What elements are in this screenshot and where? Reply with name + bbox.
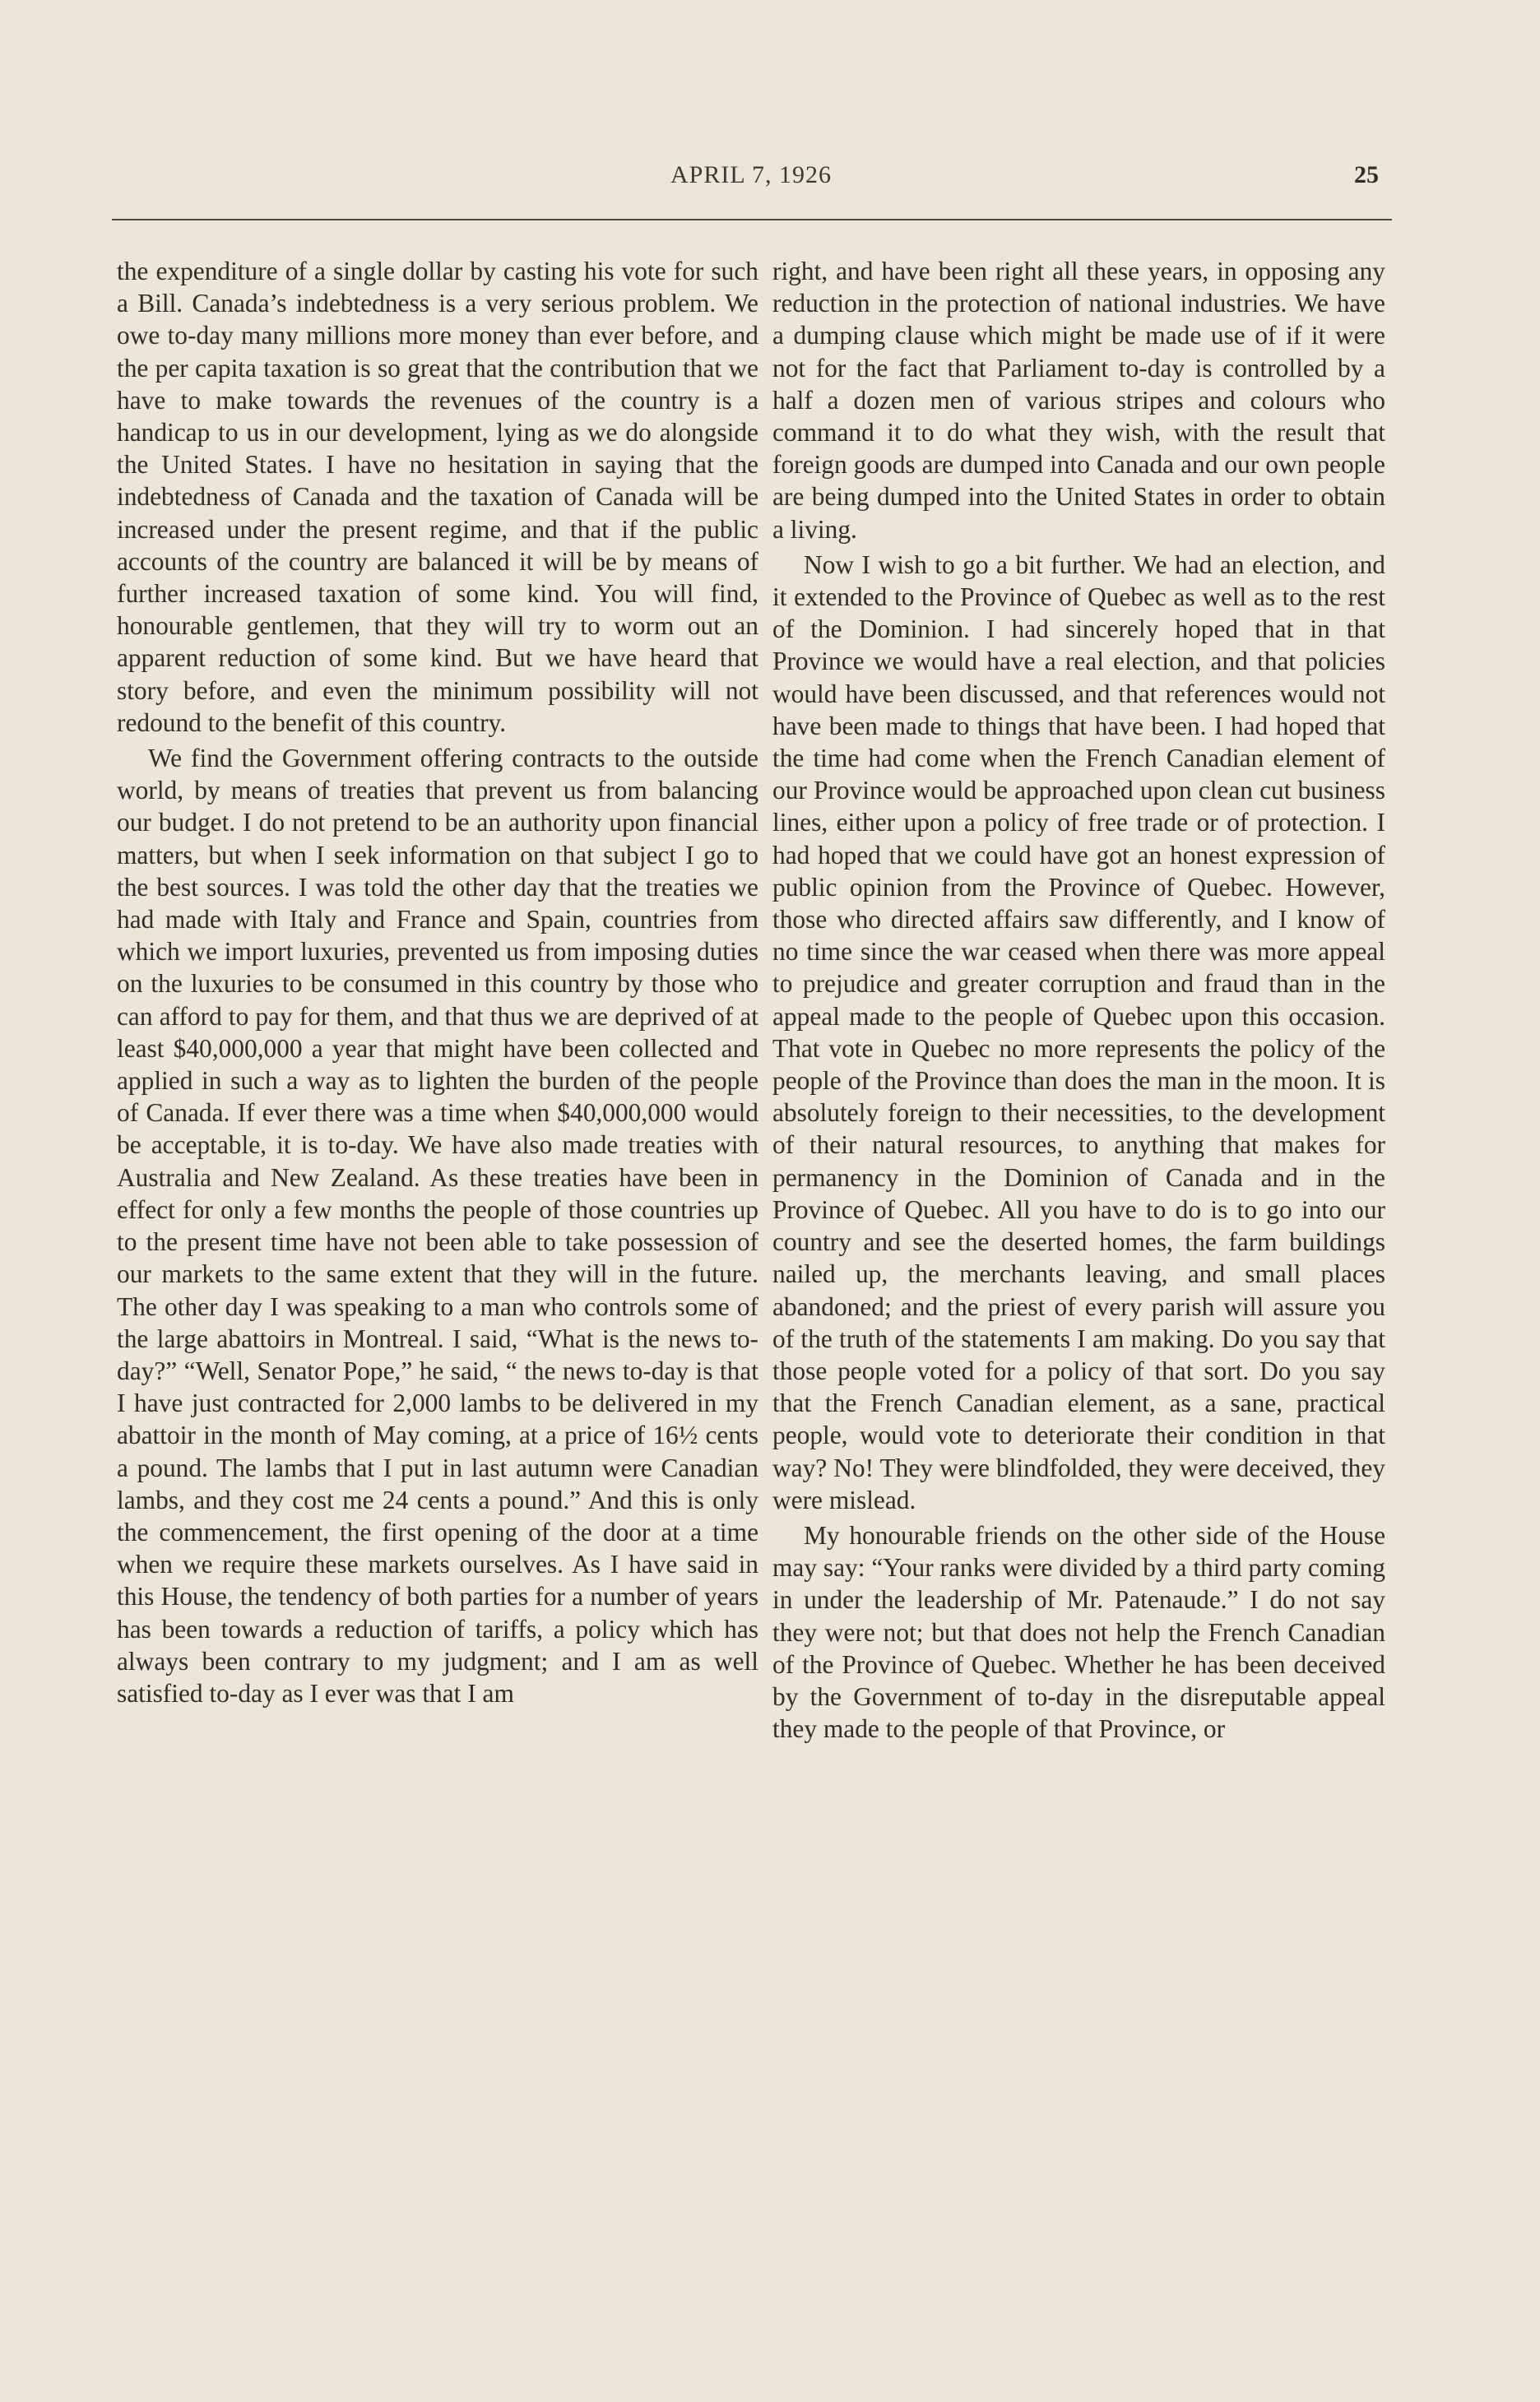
left-paragraph-2: We find the Government offering contracts to the outside world, by means of treaties that prevent us from balancing our budget. I do not pretend to be an authority upon financial matters, but when I seek information on that subject I go to the best sources. I was told the other day that the treaties we had made with Italy and France and Spain, countries from which we import luxuries, prevented us from imposing duties on the luxuries to be consumed in this country by those who can afford to pay for them, and that thus we are deprived of at least $40,000,000 a year that might have been collected and applied in such a way as to lighten the burden of the people of Canada. If ever there was a time when $40,000,000 would be acceptable, it is to-day. We have also made treaties with Australia and New Zealand. As these treaties have been in effect for only a few months the people of those countries up to the present time have not been able to take possession of our markets to the same extent that they will in the future. The other day I was speaking to a man who controls some of the large abattoirs in Montreal. I said, “What is the news to-day?” “Well, Senator Pope,” he said, “ the news to-day is that I have just contracted for 2,000 lambs to be delivered in my abattoir in the month of May coming, at a price of 16½ cents a pound. The lambs that I put in last autumn were Canadian lambs, and they cost me 24 cents a pound.” And this is only the commencement, the first opening of the door at a time when we require these markets ourselves. As I have said in this House, the tendency of both parties for a number of years has been towards a reduction of tariffs, a policy which has always been contrary to my judgment; and I am as well satisfied to-day as I ever was that I am [117,744,758,1708]
page-number: 25 [1354,161,1379,188]
right-paragraph-1: right, and have been right all these years, in opposing any reduction in the protection of national industries. We have a dumping clause which might be made use of if it were not for the fact that Parliament to-day is controlled by a half a dozen men of various stripes and colours who command it to do what they wish, with the result that foreign goods are dumped into Canada and our own people are being dumped into the United States in order to obtain a living. [772,257,1385,544]
right-paragraph-3: My honourable friends on the other side of the House may say: “Your ranks were divided by a third party coming in under the leadership of Mr. Patenaude.” I do not say they were not; but that does not help the French Canadian of the Province of Quebec. Whether he has been deceived by the Government of to-day in the disreputable appeal they made to the people of that Province, or [772,1520,1385,1744]
header-rule [112,219,1392,220]
right-column [772,255,1385,1745]
right-paragraph-2: Now I wish to go a bit further. We had an election, and it extended to the Province of Quebec as well as to the rest of the Dominion. I had sincerely hoped that in that Province we would have a real election, and that policies would have been discussed, and that references would not have been made to things that have been. I had hoped that the time had come when the French Canadian element of our Province would be approached upon clean cut business lines, either upon a policy of free trade or of protection. I had hoped that we could have got an honest expression of public opinion from the Province of Quebec. However, those who directed affairs saw differently, and I know of no time since the war ceased when there was more appeal to prejudice and greater corruption and fraud than in the appeal made to the people of Quebec upon this occasion. That vote in Quebec no more represents the policy of the people of the Province than does the man in the moon. It is absolutely foreign to their necessities, to the development of their natural resources, to anything that makes for permanency in the Dominion of Canada and in the Province of Quebec. All you have to do is to go into our country and see the deserted homes, the farm buildings nailed up, the merchants leaving, and small places abandoned; and the priest of every parish will assure you of the truth of the statements I am making. Do you say that those people voted for a policy of that sort. Do you say that the French Canadian element, as a sane, practical people, would vote to deteriorate their condition in that way? No! They were blindfolded, they were deceived, they were mislead. [772,549,1385,1514]
page-header [115,158,1387,201]
running-head-date: APRIL 7, 1926 [670,161,833,188]
left-column [117,255,758,1709]
left-paragraph-1: the expenditure of a single dollar by casting his vote for such a Bill. Canada’s indebtedness is a very serious problem. We owe to-day many millions more money than ever before, and the per capita taxation is so great that the contribution that we have to make towards the revenues of the country is a handicap to us in our development, lying as we do alongside the United States. I have no hesitation in saying that the indebtedness of Canada and the taxation of Canada will be increased under the present regime, and that if the public accounts of the country are balanced it will be by means of further increased taxation of some kind. You will find, honourable gentlemen, that they will try to worm out an apparent reduction of some kind. But we have heard that story before, and even the minimum possibility will not redound to the benefit of this country. [117,257,758,737]
